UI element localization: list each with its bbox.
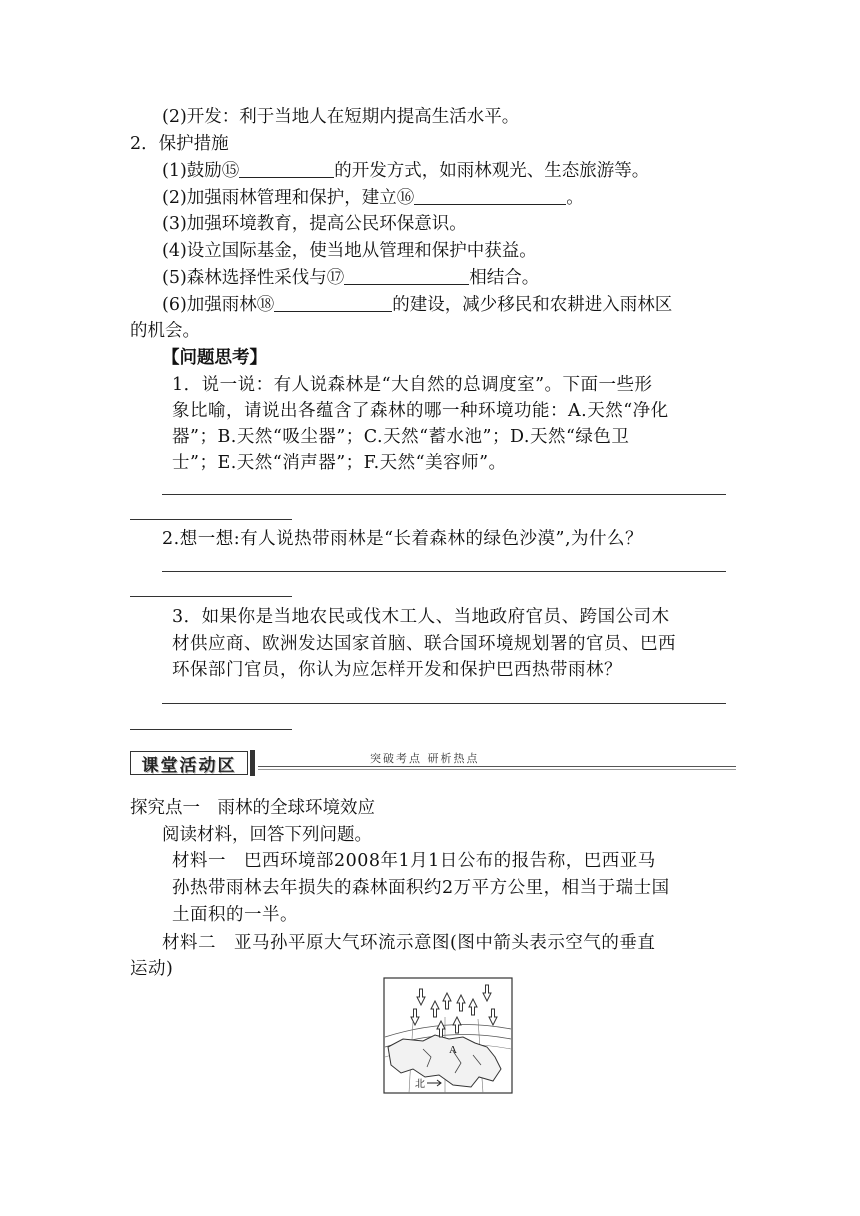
answer-blank-18[interactable] — [274, 293, 392, 312]
material-1-line-2: 孙热带雨林去年损失的森林面积约2万平方公里，相当于瑞士国 — [172, 878, 670, 898]
development-line: (2)开发：利于当地人在短期内提高生活水平。 — [162, 107, 520, 127]
q2-answer-line-2[interactable] — [130, 596, 292, 597]
section-banner — [130, 748, 736, 778]
measure-item-4: (4)设立国际基金，使当地从管理和保护中获益。 — [162, 241, 537, 261]
banner-rule — [258, 766, 736, 767]
answer-blank-16[interactable] — [414, 186, 566, 205]
material-1-line-3: 土面积的一半。 — [172, 905, 298, 925]
label-north: 北 — [415, 1079, 425, 1090]
measure-item-2: (2)加强雨林管理和保护，建立⑯ 。 — [162, 188, 584, 208]
q2-text: 2.想一想:有人说热带雨林是“长着森林的绿色沙漠”,为什么？ — [162, 529, 644, 549]
measure-item-6: (6)加强雨林⑱ 的建设，减少移民和农耕进入雨林区 — [162, 295, 673, 315]
q3-line-2: 材供应商、欧洲发达国家首脑、联合国环境规划署的官员、巴西 — [172, 634, 676, 654]
q3-line-3: 环保部门官员，你认为应怎样开发和保护巴西热带雨林？ — [172, 660, 622, 680]
explore-intro: 阅读材料，回答下列问题。 — [162, 825, 372, 845]
questions-heading: 【问题思考】 — [162, 348, 267, 368]
q1-line-1: 1．说一说：有人说森林是“大自然的总调度室”。下面一些形 — [172, 375, 653, 395]
banner-rule-2 — [258, 769, 736, 770]
q3-line-1: 3．如果你是当地农民或伐木工人、当地政府官员、跨国公司木 — [172, 607, 670, 627]
q2-answer-line[interactable] — [162, 571, 726, 572]
measure-item-3: (3)加强环境教育，提高公民环保意识。 — [162, 214, 467, 234]
label-a: A — [449, 1044, 457, 1056]
q1-line-2: 象比喻，请说出各蕴含了森林的哪一种环境功能：A.天然“净化 — [172, 401, 669, 421]
q3-answer-line[interactable] — [162, 703, 726, 704]
banner-subtitle: 突破考点 研析热点 — [370, 752, 480, 765]
q1-answer-line[interactable] — [162, 494, 726, 495]
answer-blank-17[interactable] — [344, 266, 469, 285]
measure-item-1: (1)鼓励⑮ 的开发方式，如雨林观光、生态旅游等。 — [162, 161, 650, 181]
banner-bar — [250, 750, 255, 776]
banner-title: 课堂活动区 — [130, 751, 248, 775]
material-1-line-1: 材料一 巴西环境部2008年1月1日公布的报告称，巴西亚马 — [172, 851, 656, 871]
q3-answer-line-2[interactable] — [130, 729, 292, 730]
measure-item-5: (5)森林选择性采伐与⑰ 相结合。 — [162, 268, 540, 288]
q1-line-3: 器”；B.天然“吸尘器”；C.天然“蓄水池”；D.天然“绿色卫 — [172, 427, 630, 447]
amazon-circulation-diagram — [383, 977, 513, 1094]
explore-heading: 探究点一 雨林的全球环境效应 — [130, 798, 375, 818]
answer-blank-15[interactable] — [239, 159, 334, 178]
q1-answer-line-2[interactable] — [130, 519, 292, 520]
material-2-line-2: 运动) — [130, 959, 174, 979]
measure-item-6-cont: 的机会。 — [130, 321, 200, 341]
diagram-svg — [383, 977, 513, 1094]
q1-line-4: 士”；E.天然“消声器”；F.天然“美容师”。 — [172, 453, 507, 473]
material-2-line-1: 材料二 亚马孙平原大气环流示意图(图中箭头表示空气的垂直 — [162, 933, 656, 953]
measures-heading: 2．保护措施 — [130, 134, 229, 154]
